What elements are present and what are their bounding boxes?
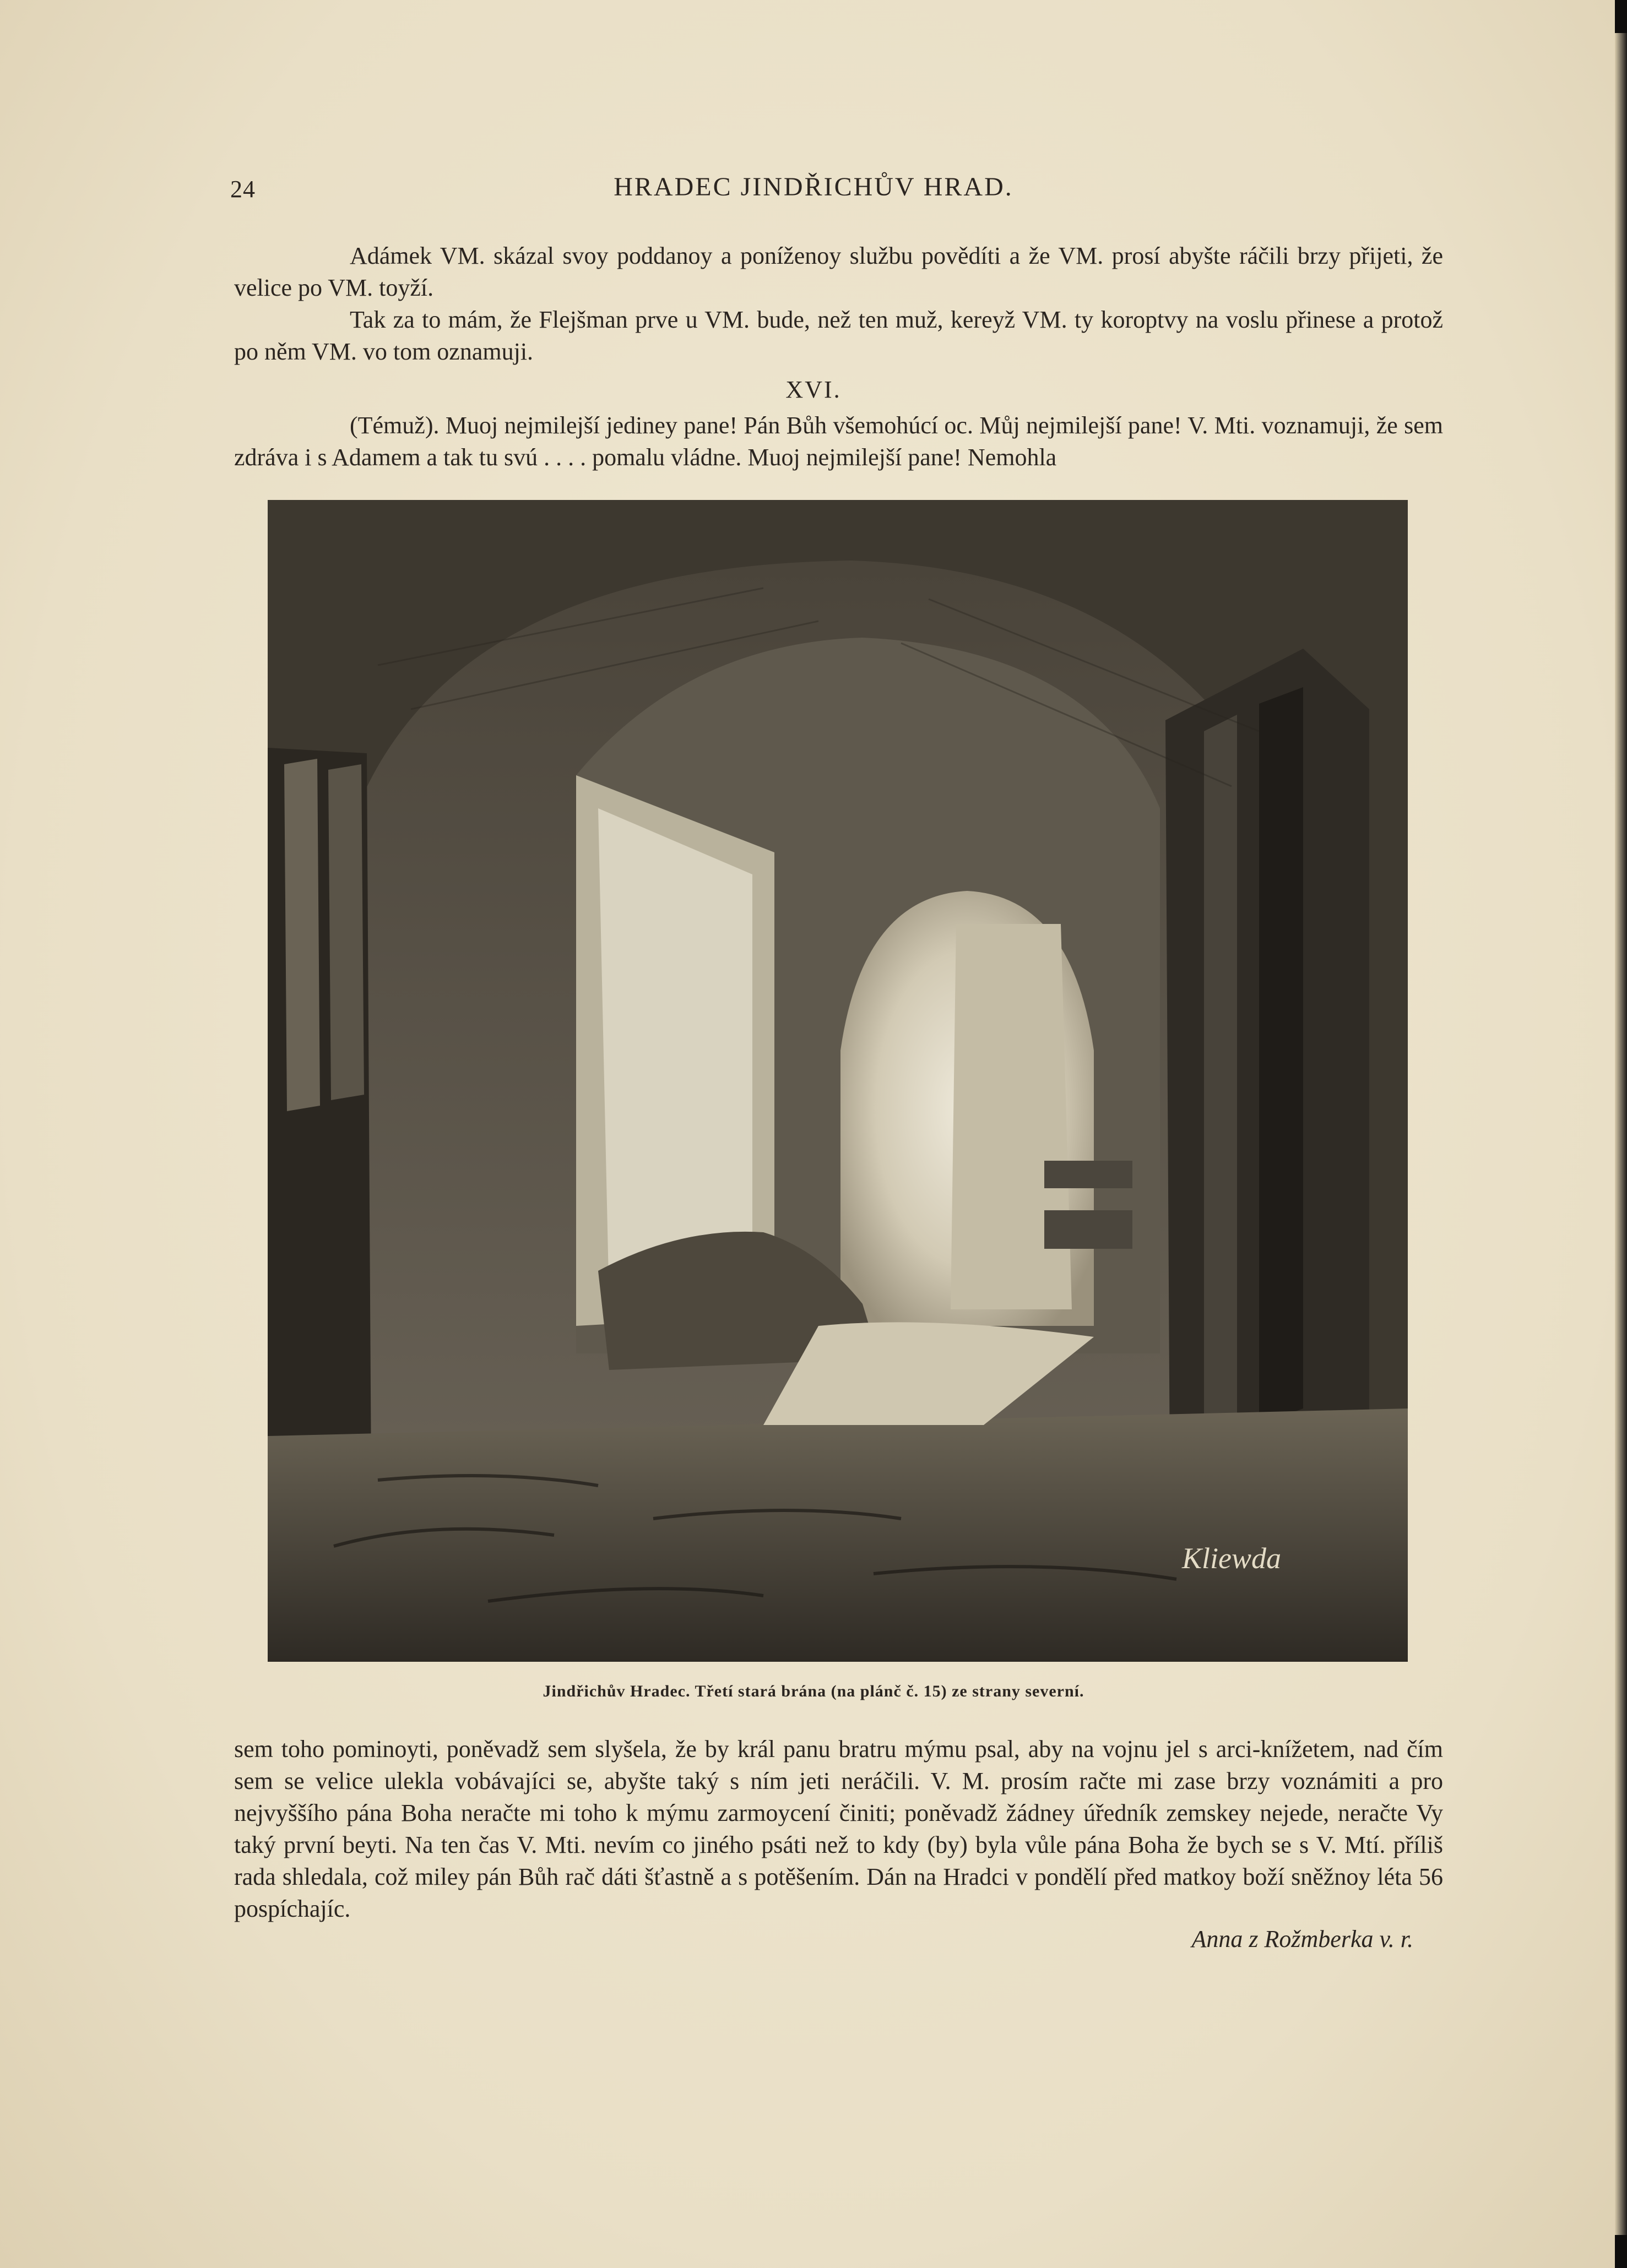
page-number: 24 [230,176,256,203]
engraving-illustration [268,500,1408,1662]
figure-caption: Jindřichův Hradec. Třetí stará brána (na plánč č. 15) ze strany severní. [543,1682,1084,1700]
paragraph: (Témuž). Muoj nejmilejší jediney pane! Pán Bůh všemohúcí oc. Můj nejmilejší pane! V. Mti. voznamuji, že sem zdráva i s Adamem a tak tu svú . . . . pomalu vládne. Muoj nejmilejší pane! Nemohla [234,412,1443,471]
section-opening [234,410,1443,474]
paragraph: sem toho pominoyti, poněvadž sem slyšela, že by král panu bratru mýmu psal, aby na vojnu jel s arci-knížetem, nad čím sem se velice ulekla vobávajíci se, abyšte taký s ním jeti neráčili. V. M. prosím račte mi zase brzy voznámiti a pro nejvyššího pána Boha neračte mi toho k mýmu zarmoycení činiti; poněvadž žádney úředník zemskey nejede, neračte Vy taký první beyti. Na ten čas V. Mti. nevím co jiného psáti než to kdy (by) byla vůle pána Boha že bych se s V. Mtí. příliš rada shledala, což miley pán Bůh rač dáti šťastně a s potěšením. Dán na Hradci v pondělí před matkoy boží sněžnoy léta 56 pospíchajíc. [234,1736,1443,1922]
letter-continued [234,1733,1443,1925]
running-title: HRADEC JINDŘICHŮV HRAD. [614,172,1013,202]
page-edge [1615,0,1627,2268]
paragraph: Tak za to mám, že Flejšman prve u VM. bude, než ten muž, kereyž VM. ty koroptvy na voslu přinese a protož po něm VM. vo tom oznamuji. [234,306,1443,365]
letter-top [234,240,1443,368]
letter-signature: Anna z Rožmberka v. r. [1191,1926,1413,1952]
section-number: XVI. [785,376,842,403]
artist-signature: Kliewda [1182,1542,1282,1575]
gate-arch-engraving [268,500,1408,1662]
paragraph: Adámek VM. skázal svoy poddanoy a poníženoy službu povědíti a že VM. prosí abyšte ráčili brzy přijeti, že velice po VM. toyží. [234,242,1443,301]
